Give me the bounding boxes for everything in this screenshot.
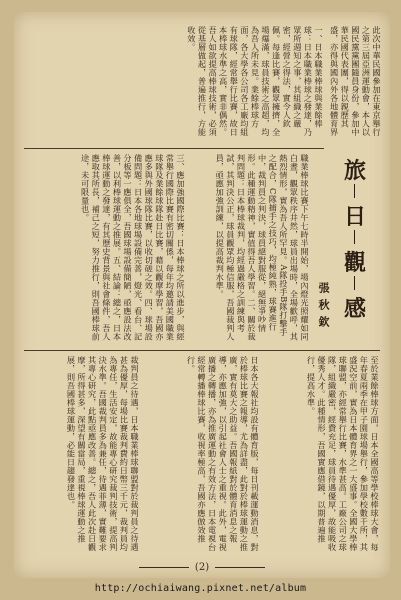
- magazine-page: [14, 12, 390, 578]
- title-char: 感: [343, 296, 366, 322]
- article-intro-column: 此次中華民國參加在東京舉行之第三屆亞洲運動會，本人以國民黨黨團隨員身份，參加中華民國代表團，得以親歷其盛，亦得與國內外各地體育界: [330, 26, 382, 137]
- title-rule: [354, 276, 355, 290]
- article-author: 張秋欽: [317, 282, 330, 333]
- title-char: 觀: [343, 250, 366, 276]
- title-char: 旅: [343, 158, 366, 184]
- article-top-left-column: 一、日本職業棒球與業餘棒球：日本職業棒球之發達，乃眾所週知之事，其組織之嚴密，經營之得法，實令人欽佩。每逢比賽，觀眾擁擠，全場爆滿，球員技術之高超，均為吾人所未見。業餘棒球方面，各大學各公司各工廠均組有球隊，經常舉行比賽，故日本棒球水準之高，實非偶然。吾人如欲提高棒球技術，必須從基層做起，普遍推行，方能收效。: [186, 26, 324, 137]
- article-bottom-right-column: 至於業餘棒球方面，日本全國高等學校棒球大會，每年春夏兩季在甲子園球場舉行，參加學校數千所，其盛況空前，實為日本體育界之一大盛事。全國大學棒球聯盟，亦經常舉行比賽，水準甚高。工廠公司之球隊，組織嚴密，經費充足，球員待遇優厚，故能吸收優秀人才。此種情形，吾國實應借鏡，以期普遍推行，提高水準。: [306, 356, 380, 552]
- title-rule: [354, 184, 355, 198]
- page-number: (2): [14, 562, 390, 573]
- article-bottom-left-column: 裁判員之待遇，日本職業棒球聯盟對於裁判員之待遇甚為優厚，每場比賽裁判費約日幣三千元，裁判員均為專任，生活安定，故能專心研究裁判技術，提高判決水準。吾國裁判員多為兼任，待遇菲薄，實難要求其專心研究，此點亟應改善。總之，吾人此次赴日觀摩，所得甚多，深望有關當局，重視棒球運動之推展，則吾國棒球運動，必能日趨發達也。: [66, 356, 140, 552]
- middle-divider: [24, 350, 380, 351]
- article-bottom-middle-column: 日本各大報社均設有體育版，每日刊載運動消息，對於棒球比賽之報導，尤為詳盡，此對於棒球運動之推廣，實有莫大之助益。吾國報紙對於體育消息之報導，亦應加強，以引起社會人士之重視。此外，電視廣播之轉播，亦為推廣運動之有效方法，日本電視台經常轉播棒球比賽，收視率極高，吾國亦應倣效推行。: [186, 356, 260, 552]
- article-middle-left-column: 三、應加強國際比賽：日本棒球之所以進步，與經常舉行國際比賽有密切關係，每年均邀請美國職業球隊及業餘球隊赴日比賽，藉以觀摩學習，吾國亦應多與外國球隊比賽，以收切磋之效。四、球場設備問題：日本各地球場設備完善，燈光、看台、記分板等一應俱全，吾國球場設備簡陋，亟應設法改善，以利棒球運動之推展。五、結論：總之，日本棒球運動之發達，有其歷史背景與社會條件，吾人應取其所長，補己之短，努力推行，則吾國棒球前途，未可限量也。: [80, 154, 186, 341]
- article-middle-right-column: 職業棒球比賽下午七時半開始，場內燈光照耀如同白晝，觀眾秩序井然，球員出場時，全場歡呼，其熱烈情形，實為吾人所罕見。A隊投手B隊打擊手之配合，C隊捕手之技巧，均極純熟，球賽進行中，裁判員之判決，球員絕對服從，絕無爭吵情形。此種運動精神，實值得吾人學習。二、關於裁判問題：日本棒球裁判，均經過嚴格之訓練與考試，其判決公正，球員觀眾均極信服，吾國裁判人員，亟應加強訓練，以提高裁判水準。: [215, 154, 310, 341]
- title-char: 日: [343, 204, 366, 230]
- article-title: [332, 154, 376, 340]
- album-watermark: http://ochiaiwang.pixnet.net/album: [94, 583, 307, 594]
- upper-divider: [24, 148, 324, 149]
- title-rule: [354, 230, 355, 244]
- page-number-value: 2: [198, 562, 206, 573]
